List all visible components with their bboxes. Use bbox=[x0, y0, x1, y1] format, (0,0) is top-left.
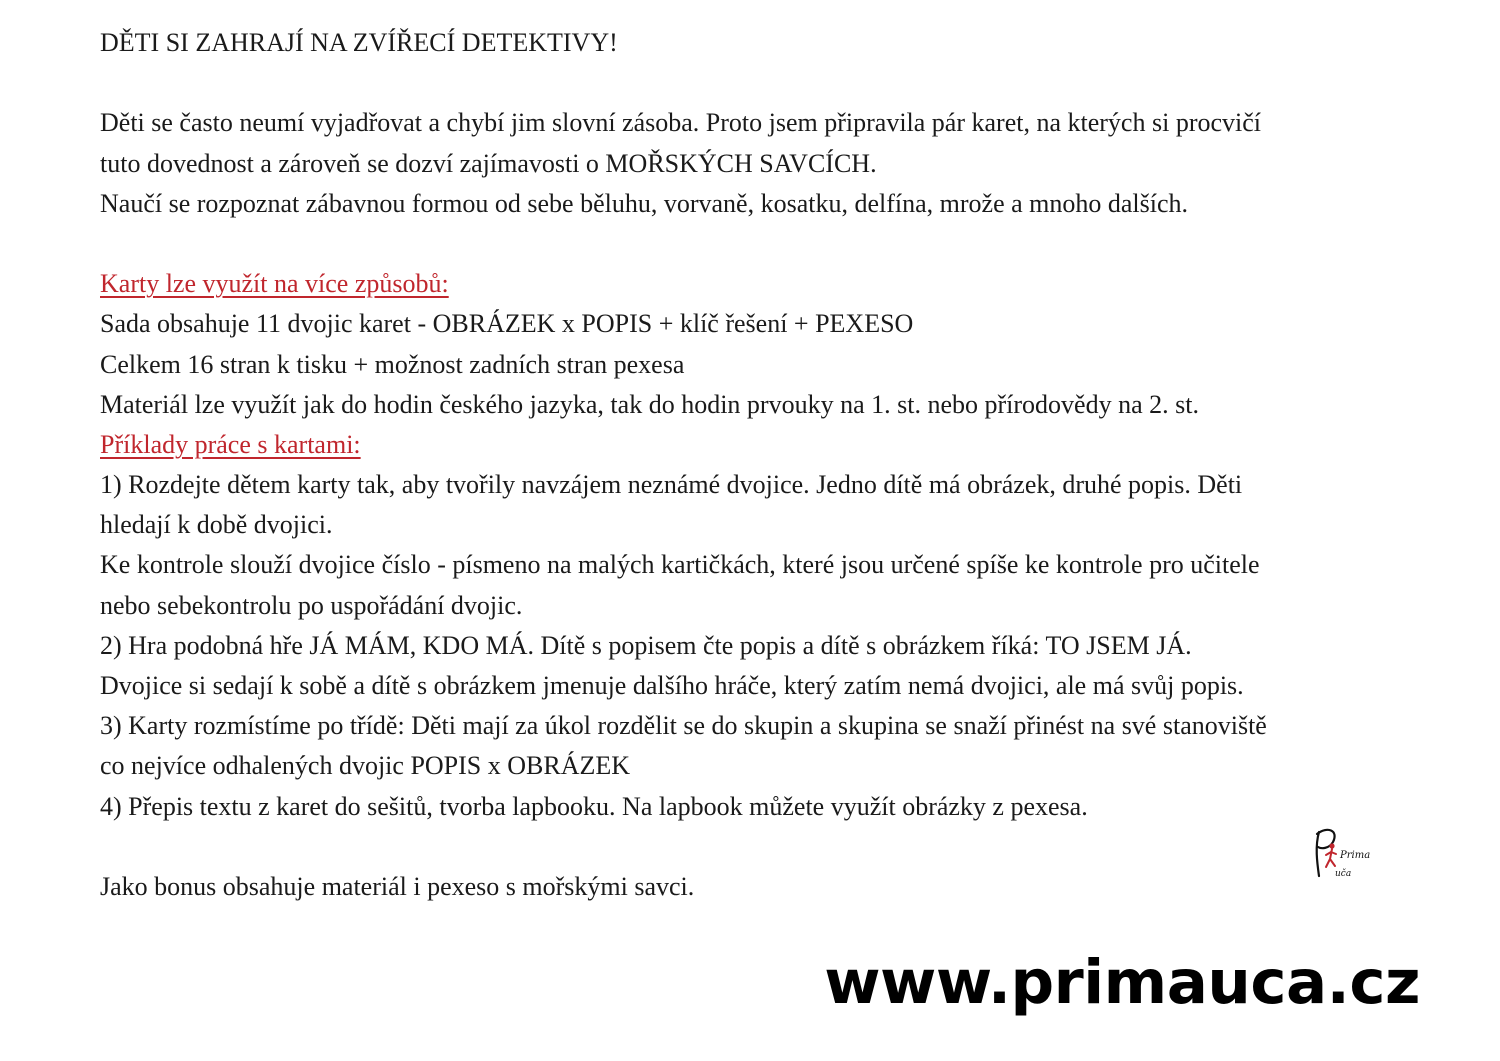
spacer bbox=[100, 224, 1430, 264]
website-url: www.primauca.cz bbox=[824, 947, 1420, 1018]
examples-heading bbox=[100, 425, 1430, 465]
example-line: 1) Rozdejte dětem karty tak, aby tvořily navzájem neznámé dvojice. Jedno dítě má obrázek, druhé popis. Děti bbox=[100, 470, 1243, 500]
bonus-line: Jako bonus obsahuje materiál i pexeso s mořskými savci. bbox=[100, 871, 695, 901]
document-title: DĚTI SI ZAHRAJÍ NA ZVÍŘECÍ DETEKTIVY! bbox=[100, 28, 618, 57]
example-line: 3) Karty rozmístíme po třídě: Děti mají za úkol rozdělit se do skupin a skupina se snaží přinést na své stanoviště bbox=[100, 711, 1267, 741]
uses-line: Celkem 16 stran k tisku + možnost zadních stran pexesa bbox=[100, 349, 685, 379]
example-line: nebo sebekontrolu po uspořádání dvojic. bbox=[100, 590, 523, 620]
uses-line: Materiál lze využít jak do hodin českého jazyka, tak do hodin prvouky na 1. st. nebo přírodovědy na 2. st. bbox=[100, 389, 1199, 419]
example-line: hledají k době dvojici. bbox=[100, 510, 333, 540]
examples-heading-text: Příklady práce s kartami: bbox=[100, 429, 361, 459]
example-line: co nejvíce odhalených dvojic POPIS x OBRÁZEK bbox=[100, 751, 631, 781]
intro-line: Naučí se rozpoznat zábavnou formou od sebe běluhu, vorvaně, kosatku, delfína, mrože a mnoho dalších. bbox=[100, 188, 1189, 218]
prima-uca-logo-icon bbox=[1305, 822, 1371, 884]
spacer bbox=[100, 63, 1430, 103]
example-line: Dvojice si sedají k sobě a dítě s obrázkem jmenuje dalšího hráče, který zatím nemá dvojici, ale má svůj popis. bbox=[100, 671, 1244, 700]
example-line: 4) Přepis textu z karet do sešitů, tvorba lapbooku. Na lapbook můžete využít obrázky z pexesa. bbox=[100, 791, 1088, 821]
document-body bbox=[100, 23, 1430, 907]
intro-line: tuto dovednost a zároveň se dozví zajímavosti o MOŘSKÝCH SAVCÍCH. bbox=[100, 148, 877, 178]
uses-heading-text: Karty lze využít na více způsobů: bbox=[100, 269, 449, 299]
intro-line: Děti se často neumí vyjadřovat a chybí jim slovní zásoba. Proto jsem připravila pár karet, na kterých si procvičí bbox=[100, 108, 1261, 138]
example-line: 2) Hra podobná hře JÁ MÁM, KDO MÁ. Dítě s popisem čte popis a dítě s obrázkem říká: TO JSEM JÁ. bbox=[100, 630, 1192, 660]
logo-text-sub: uča bbox=[1335, 869, 1352, 879]
example-line: Ke kontrole slouží dvojice číslo - písmeno na malých kartičkách, které jsou určené spíše ke kontrole pro učitele bbox=[100, 550, 1260, 580]
spacer bbox=[100, 827, 1430, 867]
uses-heading bbox=[100, 264, 1430, 304]
uses-line: Sada obsahuje 11 dvojic karet - OBRÁZEK x POPIS + klíč řešení + PEXESO bbox=[100, 309, 914, 339]
logo-text-main: Prima bbox=[1340, 850, 1371, 861]
